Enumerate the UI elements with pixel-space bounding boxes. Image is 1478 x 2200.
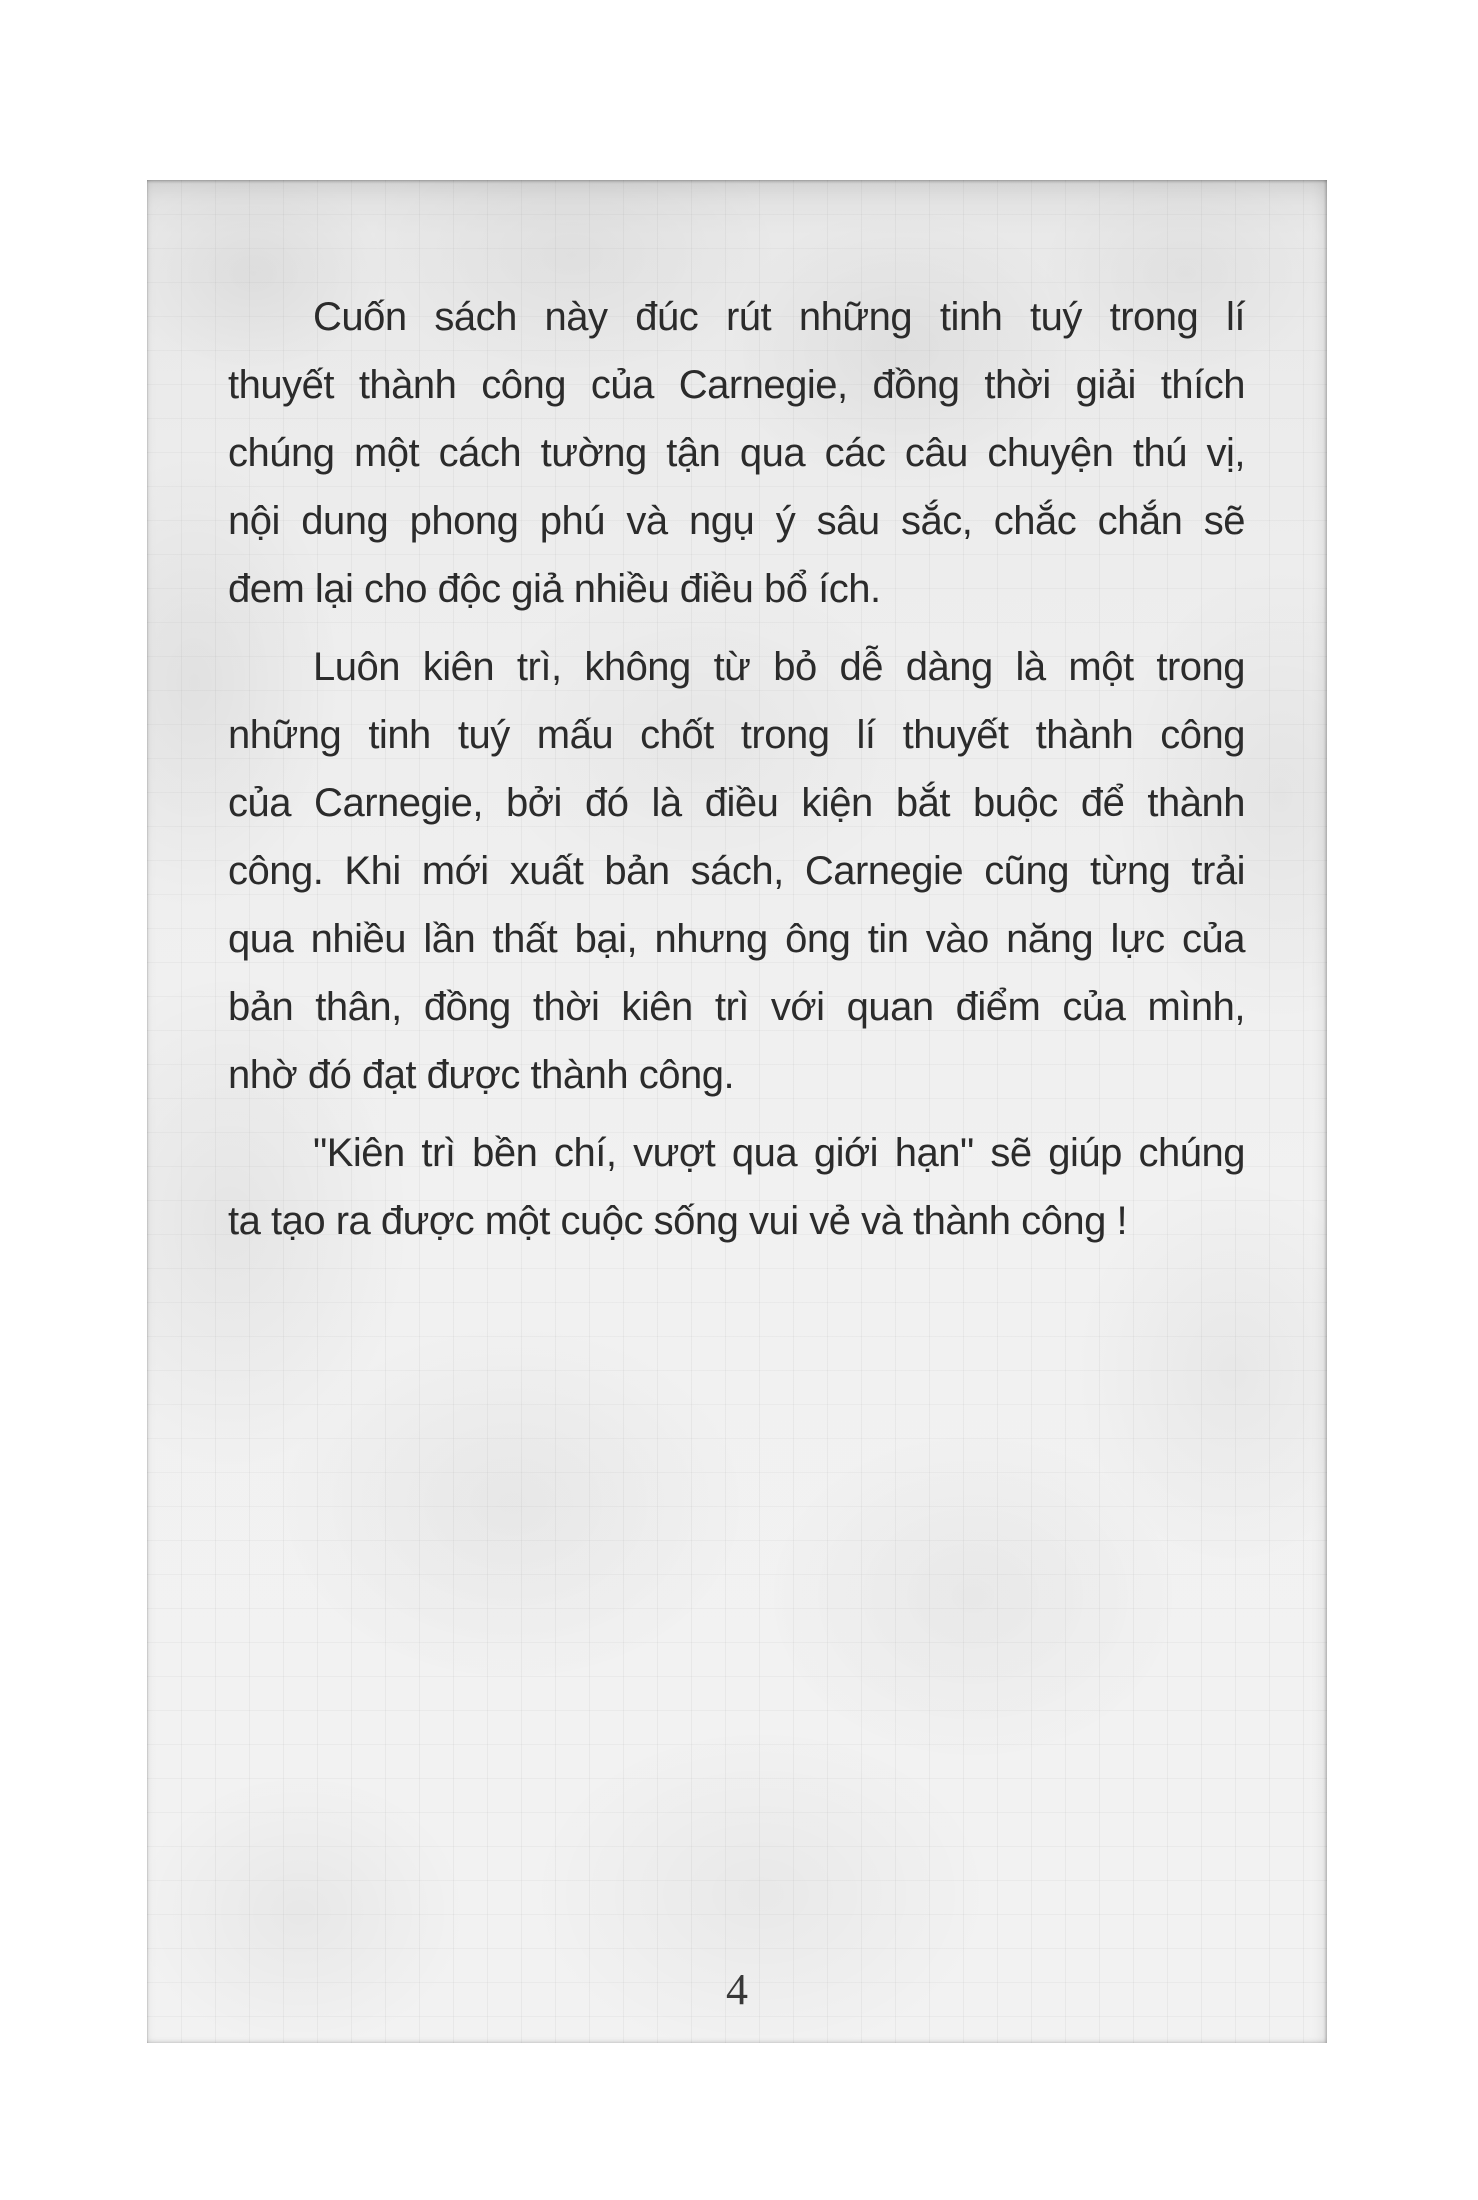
text-line: công. Khi mới xuất bản sách, Carnegie cũng từng trải xyxy=(228,849,1245,893)
paragraph-2 xyxy=(228,633,1245,1109)
text-line: qua nhiều lần thất bại, nhưng ông tin vào năng lực của xyxy=(228,917,1245,961)
body-text xyxy=(228,283,1245,1265)
text-line: bản thân, đồng thời kiên trì với quan điểm của mình, xyxy=(228,985,1245,1029)
paragraph-1 xyxy=(228,283,1245,623)
text-line: của Carnegie, bởi đó là điều kiện bắt buộc để thành xyxy=(228,781,1245,825)
text-line: ta tạo ra được một cuộc sống vui vẻ và thành công ! xyxy=(228,1199,1128,1243)
text-line: "Kiên trì bền chí, vượt qua giới hạn" sẽ giúp chúng xyxy=(313,1131,1245,1175)
book-page xyxy=(147,180,1327,2043)
text-line: Cuốn sách này đúc rút những tinh tuý trong lí xyxy=(313,295,1245,339)
page-number: 4 xyxy=(726,1965,748,2014)
text-line: những tinh tuý mấu chốt trong lí thuyết thành công xyxy=(228,713,1245,757)
text-line: chúng một cách tường tận qua các câu chuyện thú vị, xyxy=(228,431,1245,475)
text-line: nhờ đó đạt được thành công. xyxy=(228,1053,735,1097)
text-line: nội dung phong phú và ngụ ý sâu sắc, chắc chắn sẽ xyxy=(228,499,1245,543)
text-line: đem lại cho độc giả nhiều điều bổ ích. xyxy=(228,567,881,611)
text-line: thuyết thành công của Carnegie, đồng thời giải thích xyxy=(228,363,1245,407)
text-line: Luôn kiên trì, không từ bỏ dễ dàng là một trong xyxy=(313,645,1245,689)
paragraph-3 xyxy=(228,1119,1245,1255)
